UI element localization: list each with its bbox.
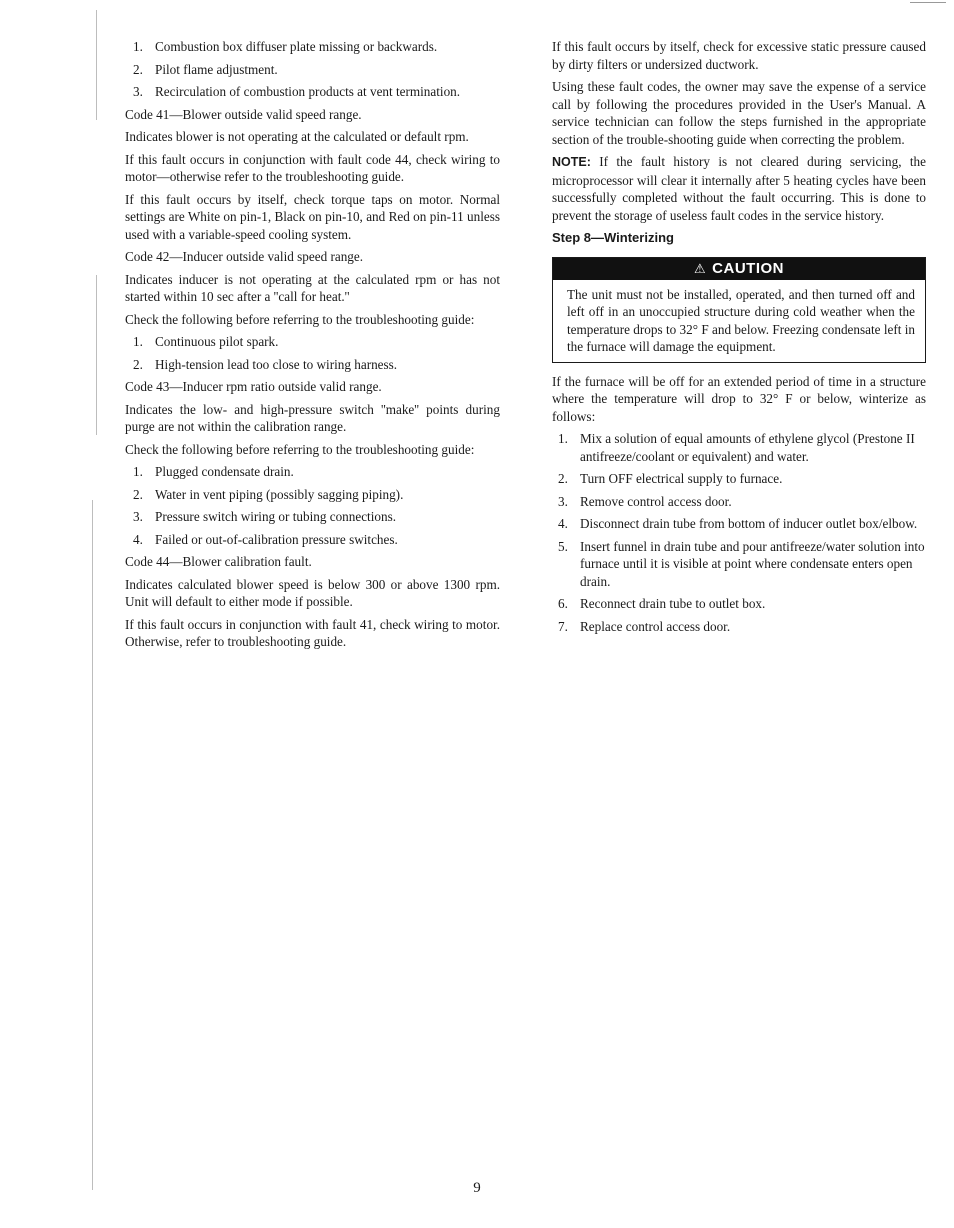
caution-title: CAUTION (712, 259, 784, 277)
code-42-paragraph: Check the following before referring to the troubleshooting guide: (125, 311, 475, 327)
corner-rule (910, 2, 946, 3)
code-42-description: Indicates inducer is not operating at the calculated rpm or has not started within 10 sec after a ''call for heat.'' (125, 271, 500, 304)
code-43-checklist (125, 463, 500, 548)
list-item: 3. Pressure switch wiring or tubing connections. (133, 509, 397, 524)
list-item: 3. Remove control access door. (558, 493, 732, 509)
list-item: 2. High-tension lead too close to wiring harness. (133, 356, 398, 372)
margin-rule (92, 500, 93, 1190)
code-44-paragraph: If this fault occurs in conjunction with fault 41, check wiring to motor. Otherwise, refer to troubleshooting guide. (125, 616, 500, 649)
winterize-intro: If the furnace will be off for an extended period of time in a structure where the temperature will drop to 32° F or below, winterize as follows: (552, 373, 926, 424)
code-41-paragraph: If this fault occurs by itself, check torque taps on motor. Normal settings are White on pin-1, Black on pin-10, and Red on pin-11 unless used with a variable-speed cooling system. (125, 191, 500, 242)
caution-text: The unit must not be installed, operated, and then turned off and left off in an unoccupied structure during cold weather when the temperature drops to 32° F and below. Freezing condensate left in the furnace will damage the equipment. (567, 286, 915, 354)
list-item: 4. Failed or out-of-calibration pressure switches. (133, 531, 398, 547)
list-item: 3. Recirculation of combustion products at vent termination. (133, 84, 461, 99)
list-item: 5. Insert funnel in drain tube and pour antifreeze/water solution into furnace until it is visible at point where condensate enters open drain. (558, 538, 925, 589)
combustion-causes-list (125, 38, 500, 101)
code-41-paragraph: If this fault occurs in conjunction with fault code 44, check wiring to motor—otherwise refer to the troubleshooting guide. (125, 151, 500, 184)
list-item: 2. Pilot flame adjustment. (133, 61, 278, 77)
code-42-checklist (125, 333, 500, 373)
margin-rule (96, 275, 97, 435)
list-item: 7. Replace control access door. (558, 618, 731, 634)
list-item: 4. Disconnect drain tube from bottom of inducer outlet box/elbow. (558, 516, 918, 531)
caution-header (553, 258, 925, 280)
note-text: If the fault history is not cleared during servicing, the microprocessor will clear it internally after 5 heating cycles have been successfully completed without the fault occurring. This is done to prevent the storage of useless fault codes in the service history. (552, 154, 926, 223)
margin-rule (96, 10, 97, 120)
page-number: 9 (473, 1180, 481, 1196)
code-43-description: Indicates the low- and high-pressure switch ''make'' points during purge are not within the calibration range. (125, 401, 500, 434)
code-43-heading: Code 43—Inducer rpm ratio outside valid range. (125, 379, 382, 394)
winterize-steps-list (552, 430, 926, 635)
note-paragraph (552, 153, 926, 224)
list-item: 1. Mix a solution of equal amounts of ethylene glycol (Prestone II antifreeze/coolant or equivalent) and water. (558, 431, 915, 464)
right-column (552, 38, 926, 640)
warning-triangle-icon: ⚠ (694, 260, 707, 276)
list-item: 6. Reconnect drain tube to outlet box. (558, 596, 766, 611)
list-item: 2. Water in vent piping (possibly sagging piping). (133, 486, 404, 502)
note-label: NOTE: (552, 155, 591, 169)
code-43-paragraph: Check the following before referring to the troubleshooting guide: (125, 441, 475, 457)
static-pressure-paragraph: If this fault occurs by itself, check for excessive static pressure caused by dirty filters or undersized ductwork. (552, 39, 926, 72)
list-item: 1. Combustion box diffuser plate missing or backwards. (133, 39, 438, 54)
list-item: 2. Turn OFF electrical supply to furnace. (558, 471, 783, 486)
list-item: 1. Plugged condensate drain. (133, 464, 294, 479)
list-item: 1. Continuous pilot spark. (133, 334, 279, 349)
code-42-heading: Code 42—Inducer outside valid speed range. (125, 249, 364, 264)
left-column (125, 38, 500, 656)
code-44-description: Indicates calculated blower speed is below 300 or above 1300 rpm. Unit will default to either mode if possible. (125, 576, 500, 609)
caution-box (552, 257, 926, 363)
code-44-heading: Code 44—Blower calibration fault. (125, 554, 312, 569)
code-41-heading: Code 41—Blower outside valid speed range. (125, 106, 362, 122)
step-8-heading: Step 8—Winterizing (552, 230, 674, 245)
code-41-description: Indicates blower is not operating at the calculated or default rpm. (125, 129, 469, 144)
fault-codes-paragraph: Using these fault codes, the owner may save the expense of a service call by following the procedures provided in the User's Manual. A service technician can follow the steps furnished in the appropriate section of the trouble-shooting guide when correcting the problem. (552, 79, 926, 147)
